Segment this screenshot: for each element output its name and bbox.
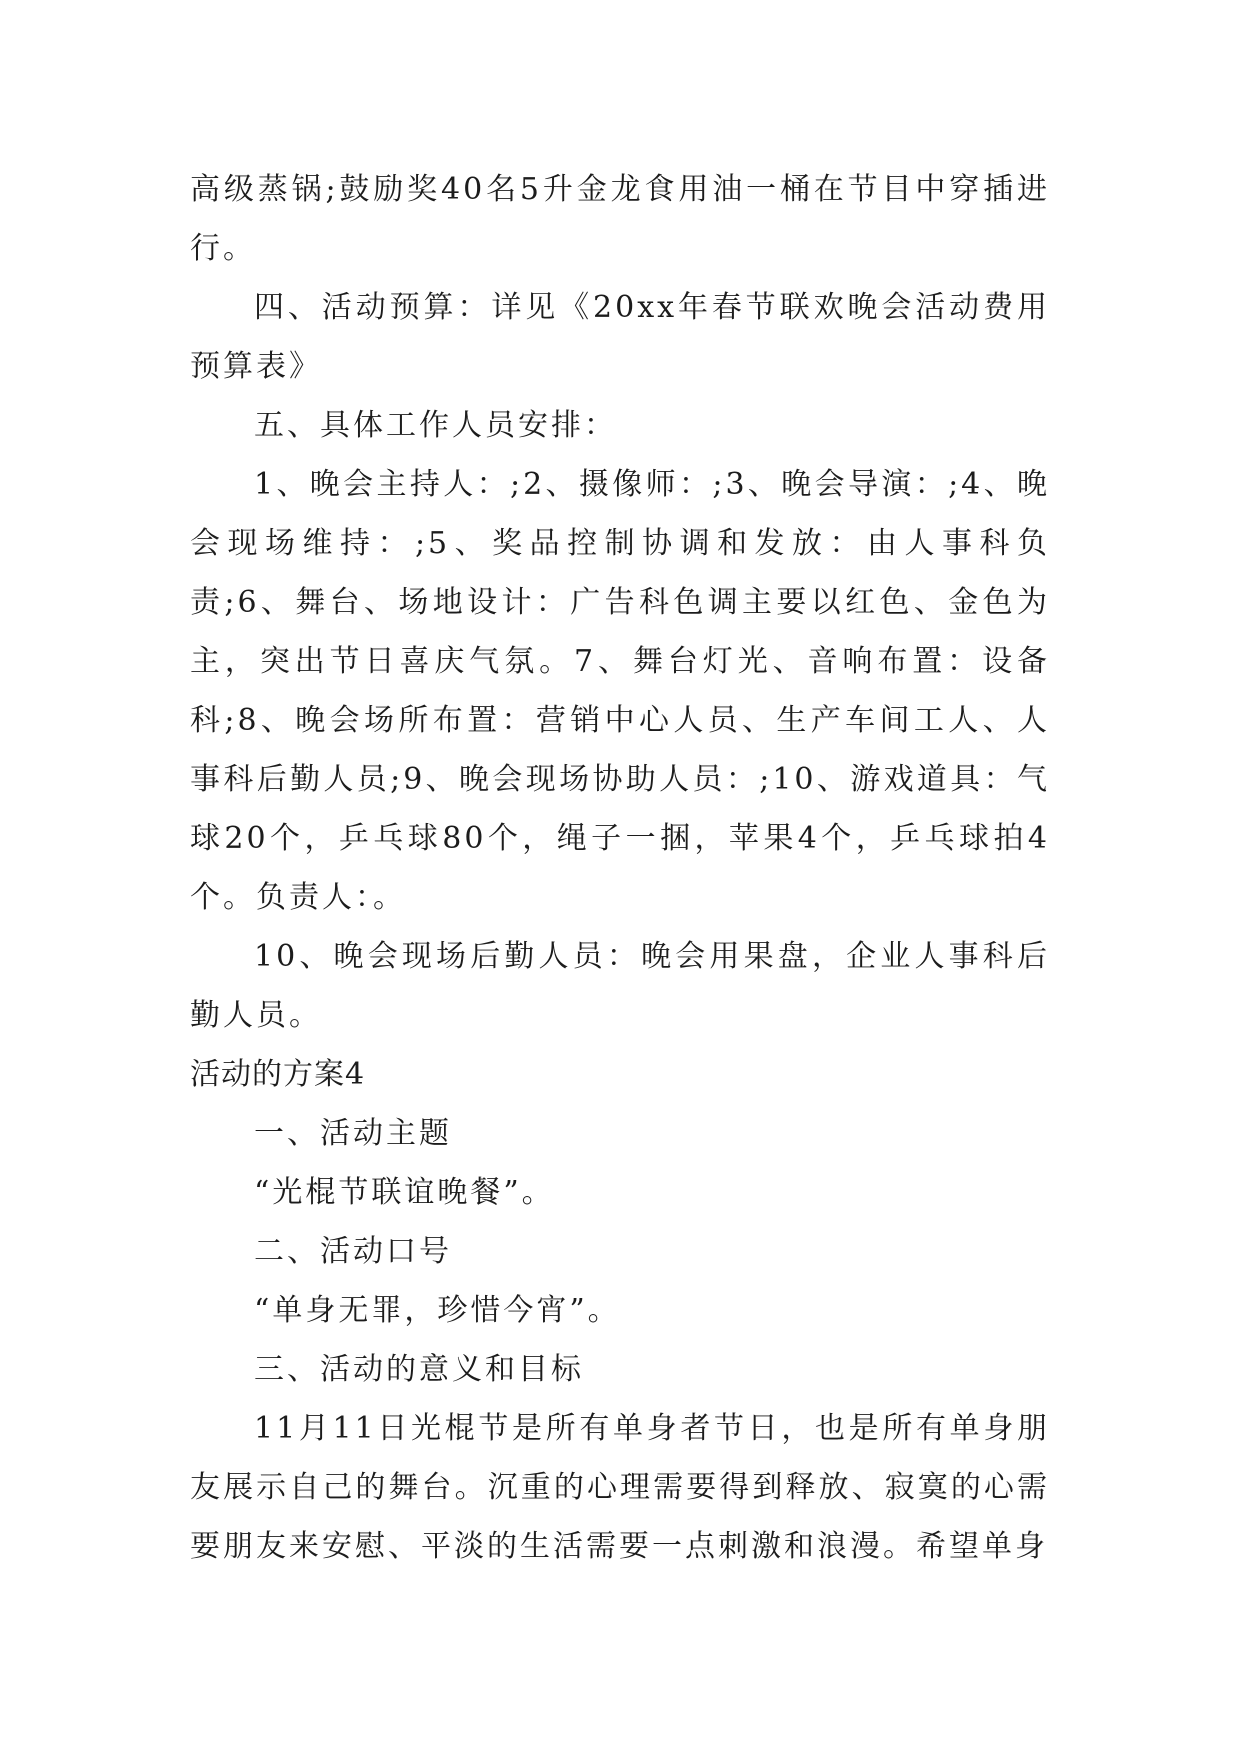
paragraph-staff-heading: 五、具体工作人员安排： xyxy=(254,408,617,443)
paragraph-goals-text: 11月11日光棍节是所有单身者节日，也是所有单身朋友展示自己的舞台。沉重的心理需要得到释放、寂寞的心需要朋友来安慰、平淡的生活需要一点刺激和浪漫。希望单身 xyxy=(190,1411,1050,1564)
paragraph-goals-heading: 三、活动的意义和目标 xyxy=(254,1352,584,1387)
paragraph-slogan-heading: 二、活动口号 xyxy=(254,1234,452,1269)
paragraph-staff-list: 1、晚会主持人：;2、摄像师：;3、晚会导演：;4、晚会现场维持：;5、奖品控制协调和发放：由人事科负责;6、舞台、场地设计：广告科色调主要以红色、金色为主，突出节日喜庆气氛。7、舞台灯光、音响布置：设备科;8、晚会场所布置：营销中心人员、生产车间工人、人事科后勤人员;9、晚会现场协助人员：;10、游戏道具：气球20个，乒乓球80个，绳子一捆，苹果4个，乒乓球拍4个。负责人：。 xyxy=(190,467,1050,915)
document-body xyxy=(190,160,1050,1576)
paragraph-slogan-text: “单身无罪，珍惜今宵”。 xyxy=(254,1293,621,1328)
paragraph-theme-text: “光棍节联谊晚餐”。 xyxy=(254,1175,555,1210)
paragraph-prize-continuation: 高级蒸锅;鼓励奖40名5升金龙食用油一桶在节目中穿插进行。 xyxy=(190,172,1050,266)
paragraph-theme-heading: 一、活动主题 xyxy=(254,1116,452,1151)
section-title-plan-4: 活动的方案4 xyxy=(190,1057,366,1092)
paragraph-activity-budget: 四、活动预算：详见《20xx年春节联欢晚会活动费用预算表》 xyxy=(190,290,1050,384)
paragraph-logistics-staff: 10、晚会现场后勤人员：晚会用果盘，企业人事科后勤人员。 xyxy=(190,939,1050,1033)
